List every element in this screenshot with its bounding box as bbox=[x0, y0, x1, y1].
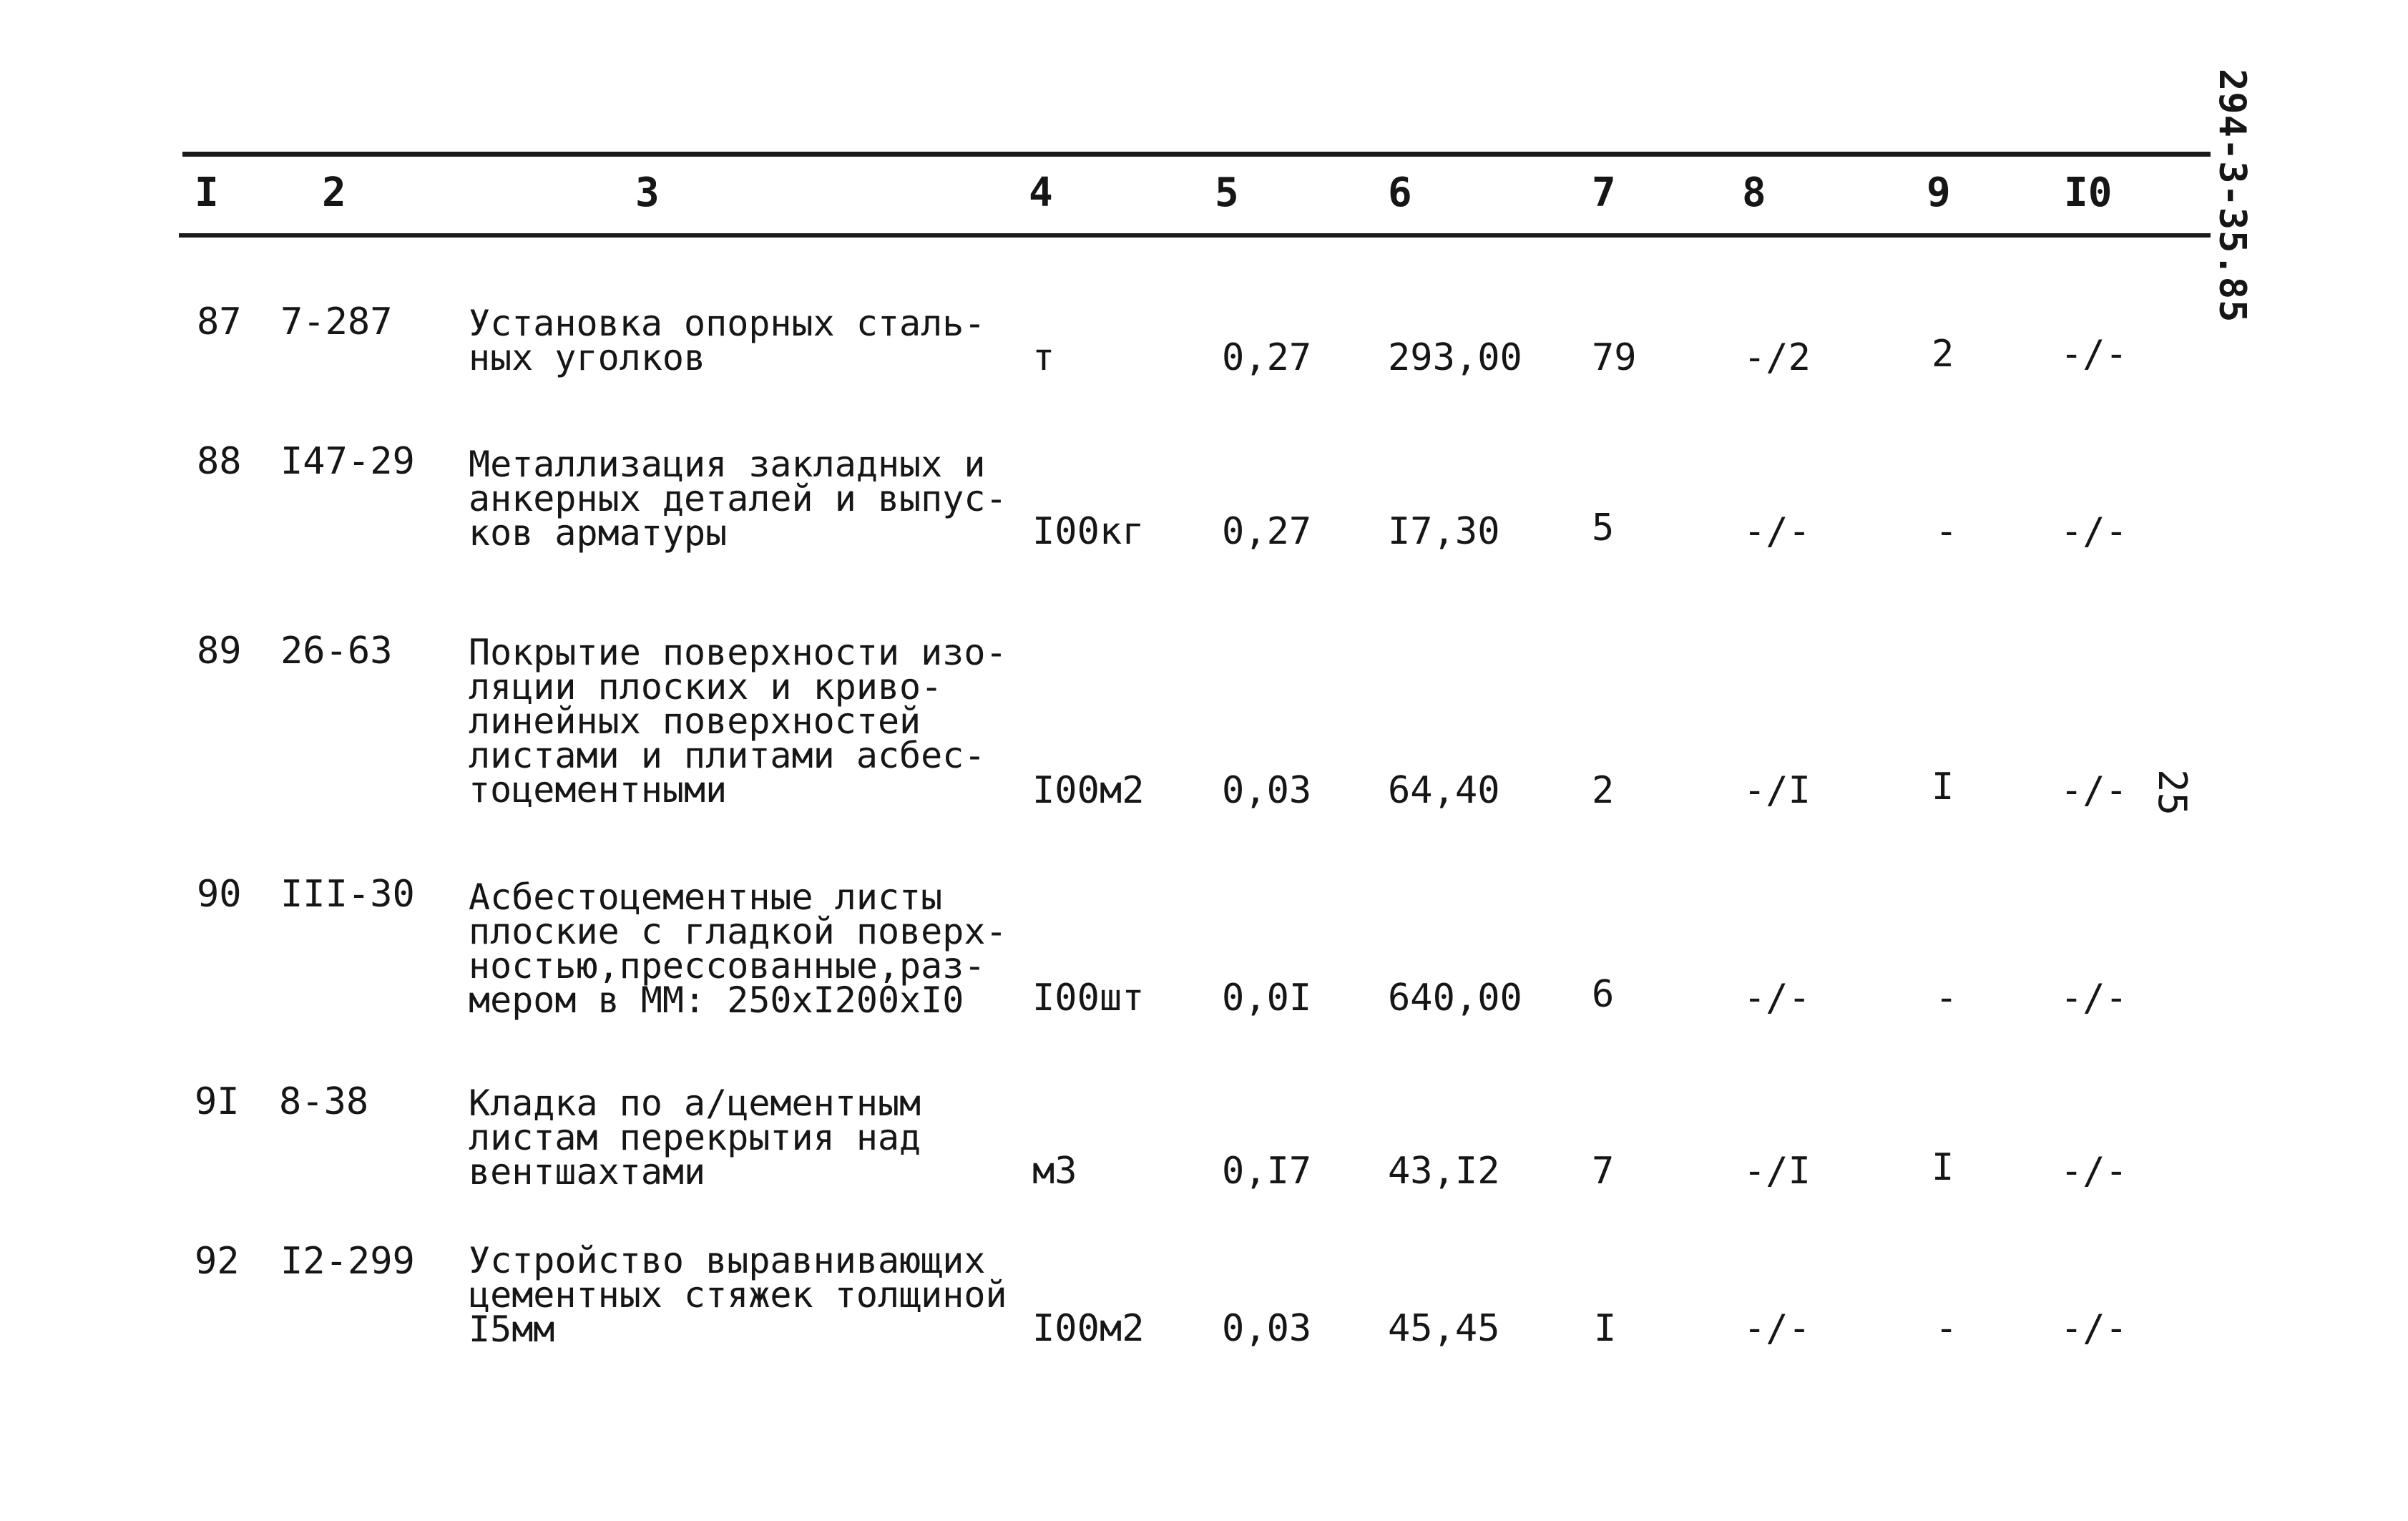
row-price: 640,00 bbox=[1388, 977, 1522, 1019]
row-unit: I00кг bbox=[1032, 510, 1145, 553]
row-col10: -/- bbox=[2060, 333, 2128, 376]
row-unit: I00м2 bbox=[1032, 1307, 1145, 1350]
row-col10: -/- bbox=[2060, 977, 2128, 1019]
row-price: 64,40 bbox=[1388, 769, 1500, 812]
col-header-1: I bbox=[195, 170, 219, 216]
row-col7: 6 bbox=[1592, 973, 1615, 1016]
row-number: 90 bbox=[197, 873, 242, 916]
row-col10: -/- bbox=[2060, 1150, 2128, 1193]
row-col8: -/- bbox=[1743, 977, 1811, 1019]
row-quantity: 0,03 bbox=[1222, 1307, 1312, 1350]
row-price: 43,I2 bbox=[1388, 1150, 1500, 1193]
row-code: 26-63 bbox=[280, 630, 393, 673]
row-col8: -/2 bbox=[1743, 336, 1811, 379]
row-description: Металлизация закладных и анкерных деталей и выпус- ков арматуры bbox=[469, 444, 1007, 554]
row-col8: -/- bbox=[1743, 510, 1811, 553]
row-col9: 2 bbox=[1932, 333, 1954, 376]
row-col8: -/I bbox=[1743, 769, 1811, 812]
row-price: I7,30 bbox=[1388, 510, 1500, 553]
row-col7: 5 bbox=[1592, 507, 1615, 549]
row-code: III-30 bbox=[280, 873, 415, 916]
row-unit: I00шт bbox=[1032, 977, 1145, 1019]
row-number: 9I bbox=[195, 1080, 240, 1123]
table-top-rule bbox=[182, 152, 2211, 157]
col-header-6: 6 bbox=[1388, 170, 1412, 216]
row-col9: - bbox=[1935, 1307, 1958, 1350]
row-quantity: 0,27 bbox=[1222, 510, 1312, 553]
row-col7: 79 bbox=[1592, 336, 1637, 379]
row-description: Асбестоцементные листы плоские с гладкой поверх- ностью,прессованные,раз- мером в ММ: 250xI200xI0 bbox=[469, 876, 1007, 1021]
row-col9: I bbox=[1932, 766, 1954, 808]
row-quantity: 0,0I bbox=[1222, 977, 1312, 1019]
row-description: Кладка по а/цементным листам перекрытия над вентшахтами bbox=[469, 1082, 921, 1193]
row-col9: - bbox=[1935, 510, 1958, 553]
row-col10: -/- bbox=[2060, 510, 2128, 553]
row-unit: м3 bbox=[1032, 1150, 1077, 1193]
row-unit: I00м2 bbox=[1032, 769, 1145, 812]
row-description: Покрытие поверхности изо- ляции плоских и криво- линейных поверхностей листами и плитами асбес- тоцементными bbox=[469, 632, 1007, 811]
col-header-10: I0 bbox=[2064, 170, 2113, 216]
row-col10: -/- bbox=[2060, 769, 2128, 812]
row-col9: - bbox=[1935, 977, 1958, 1019]
row-col10: -/- bbox=[2060, 1307, 2128, 1350]
row-col7: I bbox=[1594, 1307, 1617, 1350]
row-number: 92 bbox=[195, 1240, 240, 1283]
row-number: 87 bbox=[197, 300, 242, 343]
col-header-9: 9 bbox=[1927, 170, 1951, 216]
col-header-8: 8 bbox=[1742, 170, 1766, 216]
row-description: Установка опорных сталь- ных уголков bbox=[469, 303, 986, 378]
row-code: I2-299 bbox=[280, 1240, 415, 1283]
table-header-rule bbox=[179, 233, 2211, 238]
row-col9: I bbox=[1932, 1146, 1954, 1189]
row-code: I47-29 bbox=[280, 440, 415, 483]
row-col8: -/- bbox=[1743, 1307, 1811, 1350]
row-number: 88 bbox=[197, 440, 242, 483]
row-code: 8-38 bbox=[279, 1080, 369, 1123]
page-number: 25 bbox=[2150, 769, 2195, 816]
row-col8: -/I bbox=[1743, 1150, 1811, 1193]
row-code: 7-287 bbox=[280, 300, 393, 343]
row-unit: т bbox=[1032, 336, 1055, 379]
row-number: 89 bbox=[197, 630, 242, 673]
col-header-3: 3 bbox=[635, 170, 660, 216]
row-quantity: 0,03 bbox=[1222, 769, 1312, 812]
col-header-5: 5 bbox=[1215, 170, 1239, 216]
col-header-4: 4 bbox=[1029, 170, 1053, 216]
col-header-7: 7 bbox=[1592, 170, 1616, 216]
row-quantity: 0,I7 bbox=[1222, 1150, 1312, 1193]
row-description: Устройство выравнивающих цементных стяжек толщиной I5мм bbox=[469, 1240, 1007, 1350]
row-price: 45,45 bbox=[1388, 1307, 1500, 1350]
row-quantity: 0,27 bbox=[1222, 336, 1312, 379]
row-price: 293,00 bbox=[1388, 336, 1522, 379]
row-col7: 7 bbox=[1592, 1150, 1615, 1193]
col-header-2: 2 bbox=[322, 170, 346, 216]
row-col7: 2 bbox=[1592, 769, 1615, 812]
document-code: 294-3-35.85 bbox=[2211, 69, 2253, 323]
